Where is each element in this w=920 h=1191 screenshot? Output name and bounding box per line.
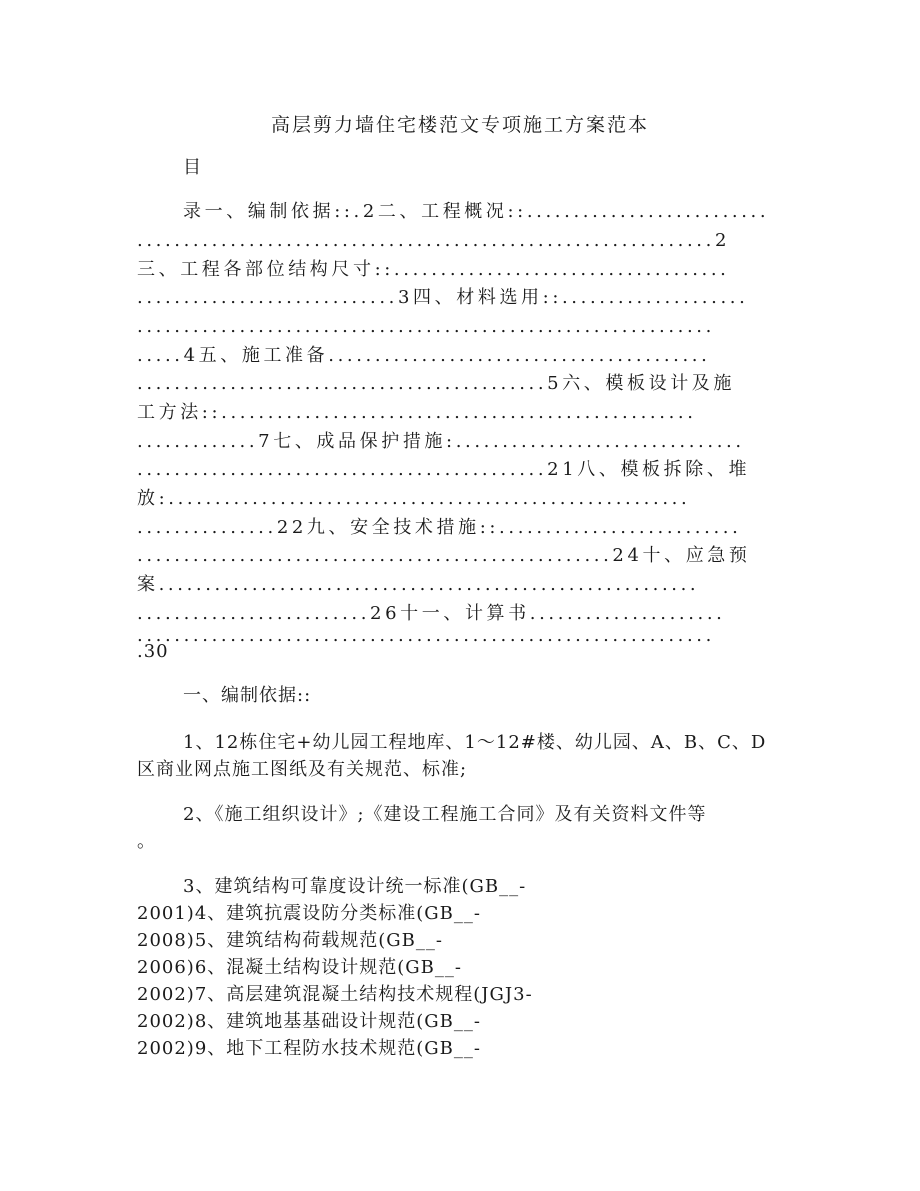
paragraph-item-1-cont: 区商业网点施工图纸及有关规范、标准;	[137, 759, 468, 780]
paragraph-item-1: 1、12栋住宅+幼儿园工程地库、1～12#楼、幼儿园、A、B、C、D	[183, 732, 767, 753]
standards-line: 2002)9、地下工程防水技术规范(GB__-	[137, 1038, 481, 1059]
toc-line: 放:........................................................	[137, 488, 691, 509]
standards-line: 2001)4、建筑抗震设防分类标准(GB__-	[137, 903, 481, 924]
toc-line: ...............22九、安全技术措施::..........................	[137, 517, 742, 538]
toc-line: ..............................................................	[137, 625, 715, 646]
section-heading: 一、编制依据::	[183, 685, 312, 706]
toc-line: ..............................................................	[137, 316, 715, 337]
toc-line: 录一、编制依据::.2二、工程概况::..........................	[183, 201, 770, 222]
toc-line: ............................................5六、模板设计及施	[137, 373, 736, 394]
document-title: 高层剪力墙住宅楼范文专项施工方案范本	[270, 114, 649, 136]
toc-line: ..............................................................2	[137, 230, 730, 251]
standards-line: 3、建筑结构可靠度设计统一标准(GB__-	[183, 876, 527, 897]
toc-line: .............7七、成品保护措施:...............................	[137, 431, 745, 452]
toc-line: ............................................21八、模板拆除、堆	[137, 459, 751, 480]
paragraph-item-2: 2、《施工组织设计》;《建设工程施工合同》及有关资料文件等	[183, 804, 707, 825]
standards-line: 2006)6、混凝土结构设计规范(GB__-	[137, 957, 462, 978]
toc-line: .........................26十一、计算书.....................	[137, 603, 726, 624]
toc-line: .30	[137, 641, 169, 662]
toc-line: 案..........................................................	[137, 574, 700, 595]
toc-line: ............................3四、材料选用::....................	[137, 287, 749, 308]
paragraph-item-2-cont: 。	[137, 831, 156, 852]
toc-line: 工方法::...................................................	[137, 402, 697, 423]
standards-line: 2002)8、建筑地基基础设计规范(GB__-	[137, 1011, 481, 1032]
toc-line: .....4五、施工准备.........................................	[137, 345, 711, 366]
standards-line: 2008)5、建筑结构荷载规范(GB__-	[137, 930, 443, 951]
toc-line: 三、工程各部位结构尺寸::....................................	[137, 259, 730, 280]
toc-heading: 目	[183, 157, 202, 178]
standards-line: 2002)7、高层建筑混凝土结构技术规程(JGJ3-	[137, 984, 533, 1005]
toc-line: ...................................................24十、应急预	[137, 545, 751, 566]
